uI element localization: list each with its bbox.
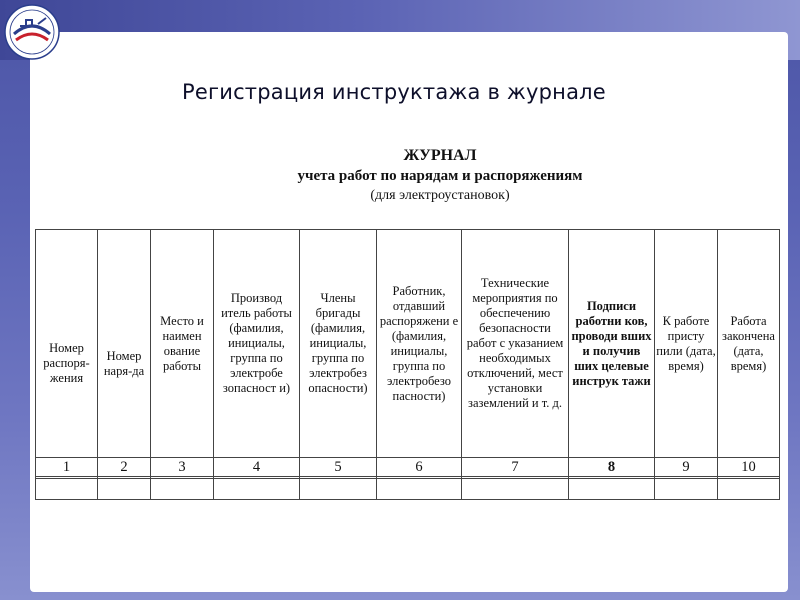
column-header: Номер наря-да	[98, 230, 151, 458]
column-number: 8	[569, 458, 655, 477]
column-number: 6	[377, 458, 462, 477]
document-heading: ЖУРНАЛ	[403, 147, 477, 164]
document-subheading: учета работ по нарядам и распоряжениям	[297, 168, 583, 184]
column-header: Технические мероприятия по обеспечению безопасности работ с указанием необходимых отключений, мест установки заземлений и т. д.	[462, 230, 569, 458]
column-header: Подписи работни ков, проводи вших и получив ших целевые инструк тажи	[569, 230, 655, 458]
journal-table	[35, 229, 780, 500]
entry-cell	[569, 479, 655, 500]
column-header: Члены бригады (фамилия, инициалы, группа по электробез опасности)	[300, 230, 377, 458]
entry-cell	[718, 479, 780, 500]
column-header: Номер распоря-жения	[36, 230, 98, 458]
entry-cell	[36, 479, 98, 500]
column-number: 3	[151, 458, 214, 477]
column-number: 9	[655, 458, 718, 477]
entry-cell	[655, 479, 718, 500]
institute-logo-icon	[4, 4, 60, 60]
column-number-row	[36, 458, 780, 477]
column-number: 1	[36, 458, 98, 477]
column-header: Работа закончена (дата, время)	[718, 230, 780, 458]
entry-cell	[151, 479, 214, 500]
entry-cell	[214, 479, 300, 500]
entry-cell	[98, 479, 151, 500]
document-note: (для электроустановок)	[370, 188, 510, 203]
empty-entry-row	[36, 479, 780, 500]
header-row	[36, 230, 780, 458]
column-header: К работе присту пили (дата, время)	[655, 230, 718, 458]
column-number: 7	[462, 458, 569, 477]
document-header	[180, 146, 700, 206]
column-number: 5	[300, 458, 377, 477]
column-number: 2	[98, 458, 151, 477]
entry-cell	[300, 479, 377, 500]
slide-title: Регистрация инструктажа в журнале	[182, 80, 606, 104]
column-number: 10	[718, 458, 780, 477]
entry-cell	[462, 479, 569, 500]
entry-cell	[377, 479, 462, 500]
column-header: Работник, отдавший распоряжени е (фамилия, инициалы, группа по электробезо пасности)	[377, 230, 462, 458]
column-header: Место и наимен ование работы	[151, 230, 214, 458]
column-number: 4	[214, 458, 300, 477]
column-header: Производ итель работы (фамилия, инициалы, группа по электробе зопасност и)	[214, 230, 300, 458]
